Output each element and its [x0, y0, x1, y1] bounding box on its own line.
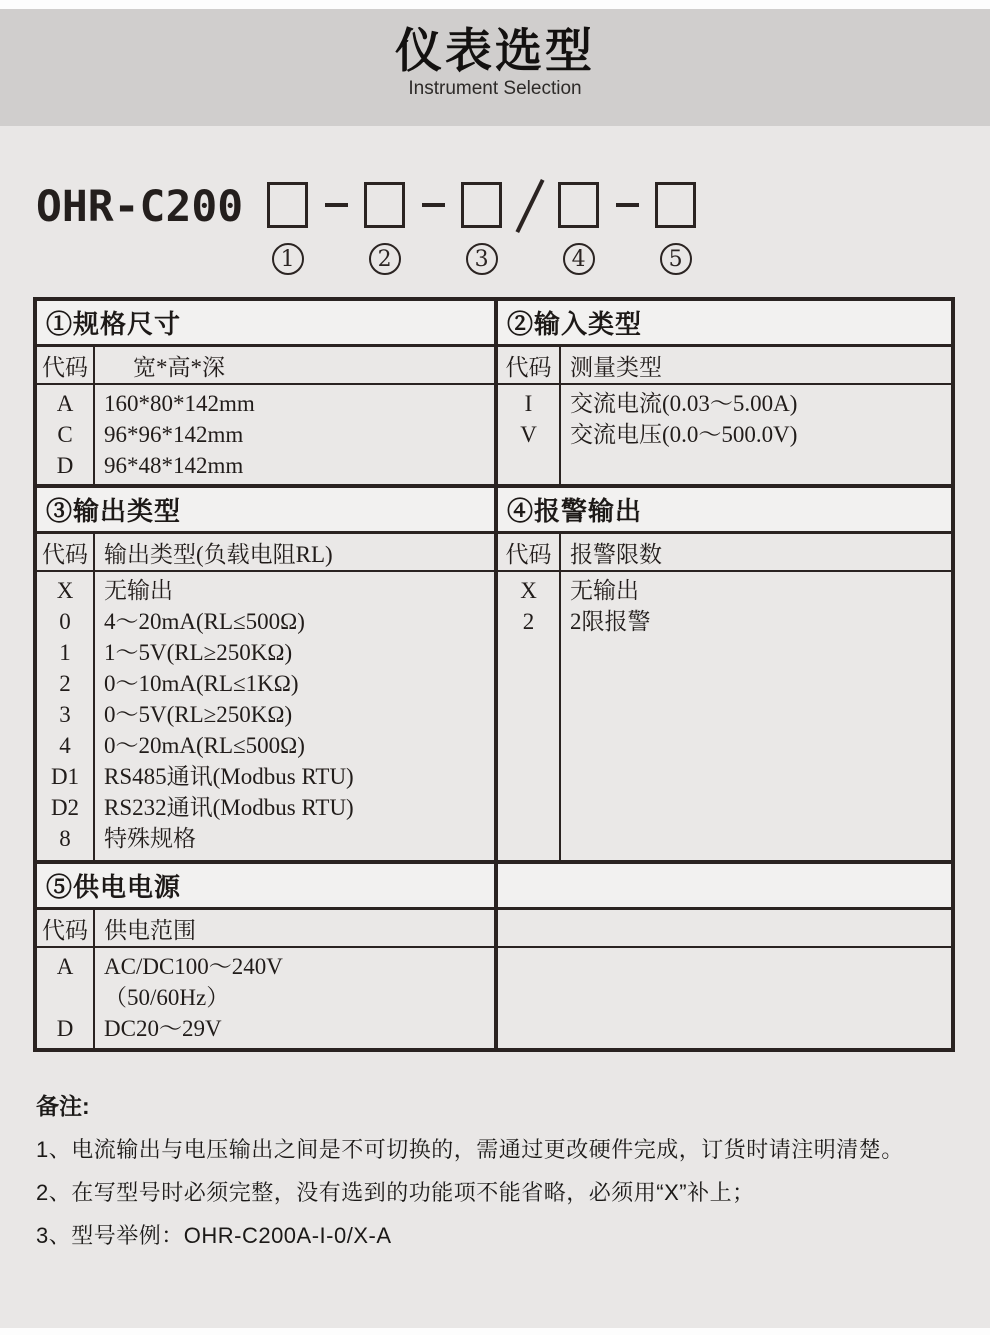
section-header-row-1	[37, 301, 951, 347]
section-header-spec-size: ①规格尺寸	[46, 310, 182, 339]
table-cell: 0～20mA(RL≤500Ω)	[104, 733, 305, 758]
note-item-2: 2、在写型号时必须完整，没有选到的功能项不能省略，必须用“X”补上；	[36, 1180, 755, 1205]
table-cell: 1～5V(RL≥250KΩ)	[104, 640, 293, 665]
table-cell: 无输出	[570, 578, 639, 603]
section-header-input-type: ②输入类型	[494, 301, 951, 344]
table-cell: 2限报警	[570, 609, 651, 634]
model-separator-dash-3	[599, 182, 655, 228]
notes-section	[36, 1092, 961, 1249]
section-header-row-2	[37, 488, 951, 534]
code-value: C	[57, 422, 73, 447]
column-headers-input-type	[494, 347, 951, 383]
body-row-1	[37, 385, 951, 488]
alarm-output-values	[561, 572, 951, 860]
code-value: 2	[59, 671, 71, 696]
column-header-row-1	[37, 347, 951, 385]
table-cell: RS232通讯(Modbus RTU)	[104, 795, 354, 820]
power-supply-values	[95, 948, 494, 1048]
table-cell: 0～10mA(RL≤1KΩ)	[104, 671, 299, 696]
code-column-header: 代码	[37, 534, 95, 570]
note-item-1: 1、电流输出与电压输出之间是不可切换的，需通过更改硬件完成，订货时请注明清楚。	[36, 1137, 904, 1162]
output-type-body	[37, 572, 494, 860]
empty-body-cell	[494, 948, 951, 1048]
code-column-header: 代码	[498, 534, 561, 570]
model-slot-box-2	[364, 182, 405, 228]
model-slots	[267, 182, 696, 275]
code-value: X	[520, 578, 537, 603]
spec-size-codes	[37, 385, 95, 484]
column-header-row-2	[37, 534, 951, 572]
circled-number-1: 1	[272, 243, 304, 275]
spec-size-body	[37, 385, 494, 484]
page-subtitle: Instrument Selection	[408, 78, 582, 99]
code-value: 8	[59, 826, 71, 851]
table-cell: 96*96*142mm	[104, 422, 244, 447]
empty-header-cell	[494, 864, 951, 907]
power-supply-codes	[37, 948, 95, 1048]
column-header-row-3	[37, 910, 951, 948]
section-header-output-type: ③输出类型	[46, 497, 182, 526]
circled-number-4: 4	[563, 243, 595, 275]
model-separator-dash-2	[405, 182, 461, 228]
body-row-2	[37, 572, 951, 864]
selection-table	[33, 297, 955, 1052]
code-value: 2	[522, 609, 535, 634]
label-column-header: 输出类型(负载电阻RL)	[104, 541, 333, 567]
model-code-diagram	[36, 182, 696, 275]
code-value	[37, 982, 93, 1013]
code-value: 4	[59, 733, 71, 758]
model-slot-2	[364, 182, 405, 275]
top-white-strip	[0, 0, 990, 9]
section-header-row-3	[37, 864, 951, 910]
label-column-header: 供电范围	[104, 917, 196, 943]
column-headers-output-type	[37, 534, 494, 570]
alarm-output-body	[494, 572, 951, 860]
model-separator-slash	[502, 182, 558, 228]
model-slot-box-4	[558, 182, 599, 228]
code-value: A	[56, 954, 74, 979]
code-value: X	[56, 578, 74, 603]
body-row-3	[37, 948, 951, 1048]
spec-size-values	[95, 385, 494, 484]
table-cell: RS485通讯(Modbus RTU)	[104, 764, 354, 789]
table-cell: AC/DC100～240V	[104, 954, 283, 979]
code-value: D1	[50, 764, 80, 789]
section-header-power-supply: ⑤供电电源	[46, 873, 182, 902]
input-type-body	[494, 385, 951, 484]
table-cell: DC20～29V	[104, 1016, 222, 1041]
code-value: A	[56, 391, 74, 416]
code-value: V	[520, 422, 537, 447]
bottom-white-strip	[0, 1328, 990, 1335]
code-value: D	[56, 1016, 74, 1041]
table-cell: 0～5V(RL≥250KΩ)	[104, 702, 293, 727]
code-column-header: 代码	[37, 910, 95, 946]
circled-number-2: 2	[369, 243, 401, 275]
code-value: 1	[59, 640, 71, 665]
table-cell: 交流电流(0.03～5.00A)	[570, 391, 798, 416]
model-slot-box-3	[461, 182, 502, 228]
model-slot-1	[267, 182, 308, 275]
alarm-output-codes	[498, 572, 561, 860]
input-type-values	[561, 385, 951, 484]
code-value: 0	[59, 609, 71, 634]
model-prefix: OHR-C200	[36, 182, 244, 232]
page-title: 仪表选型	[395, 24, 595, 77]
model-slot-3	[461, 182, 502, 275]
label-column-header: 测量类型	[570, 354, 662, 380]
code-value: D	[56, 453, 74, 478]
code-column-header: 代码	[498, 347, 561, 383]
model-slot-box-1	[267, 182, 308, 228]
table-cell: 特殊规格	[104, 826, 196, 851]
table-cell: 无输出	[104, 578, 173, 603]
circled-number-5: 5	[660, 243, 692, 275]
code-value: D2	[50, 795, 80, 820]
input-type-codes	[498, 385, 561, 484]
table-cell: 160*80*142mm	[104, 391, 255, 416]
code-value: 3	[59, 702, 71, 727]
model-slot-box-5	[655, 182, 696, 228]
title-banner	[0, 9, 990, 126]
label-column-header: 宽*高*深	[133, 354, 225, 380]
column-headers-spec-size	[37, 347, 494, 383]
note-item-3: 3、型号举例：OHR-C200A-I-0/X-A	[36, 1223, 392, 1248]
table-cell: 交流电压(0.0～500.0V)	[570, 422, 798, 447]
section-header-alarm-output: ④报警输出	[494, 488, 951, 531]
model-slot-4	[558, 182, 599, 275]
empty-subheader-cell	[494, 910, 951, 946]
code-value: I	[524, 391, 533, 416]
column-headers-alarm-output	[494, 534, 951, 570]
table-cell: （50/60Hz）	[104, 985, 230, 1010]
output-type-values	[95, 572, 494, 860]
power-supply-body	[37, 948, 494, 1048]
output-type-codes	[37, 572, 95, 860]
model-slot-5	[655, 182, 696, 275]
notes-heading: 备注:	[36, 1093, 90, 1119]
table-cell: 96*48*142mm	[104, 453, 244, 478]
code-column-header: 代码	[37, 347, 95, 383]
circled-number-3: 3	[466, 243, 498, 275]
column-headers-power-supply	[37, 910, 494, 946]
table-cell: 4～20mA(RL≤500Ω)	[104, 609, 305, 634]
model-separator-dash-1	[308, 182, 364, 228]
label-column-header: 报警限数	[570, 541, 662, 567]
